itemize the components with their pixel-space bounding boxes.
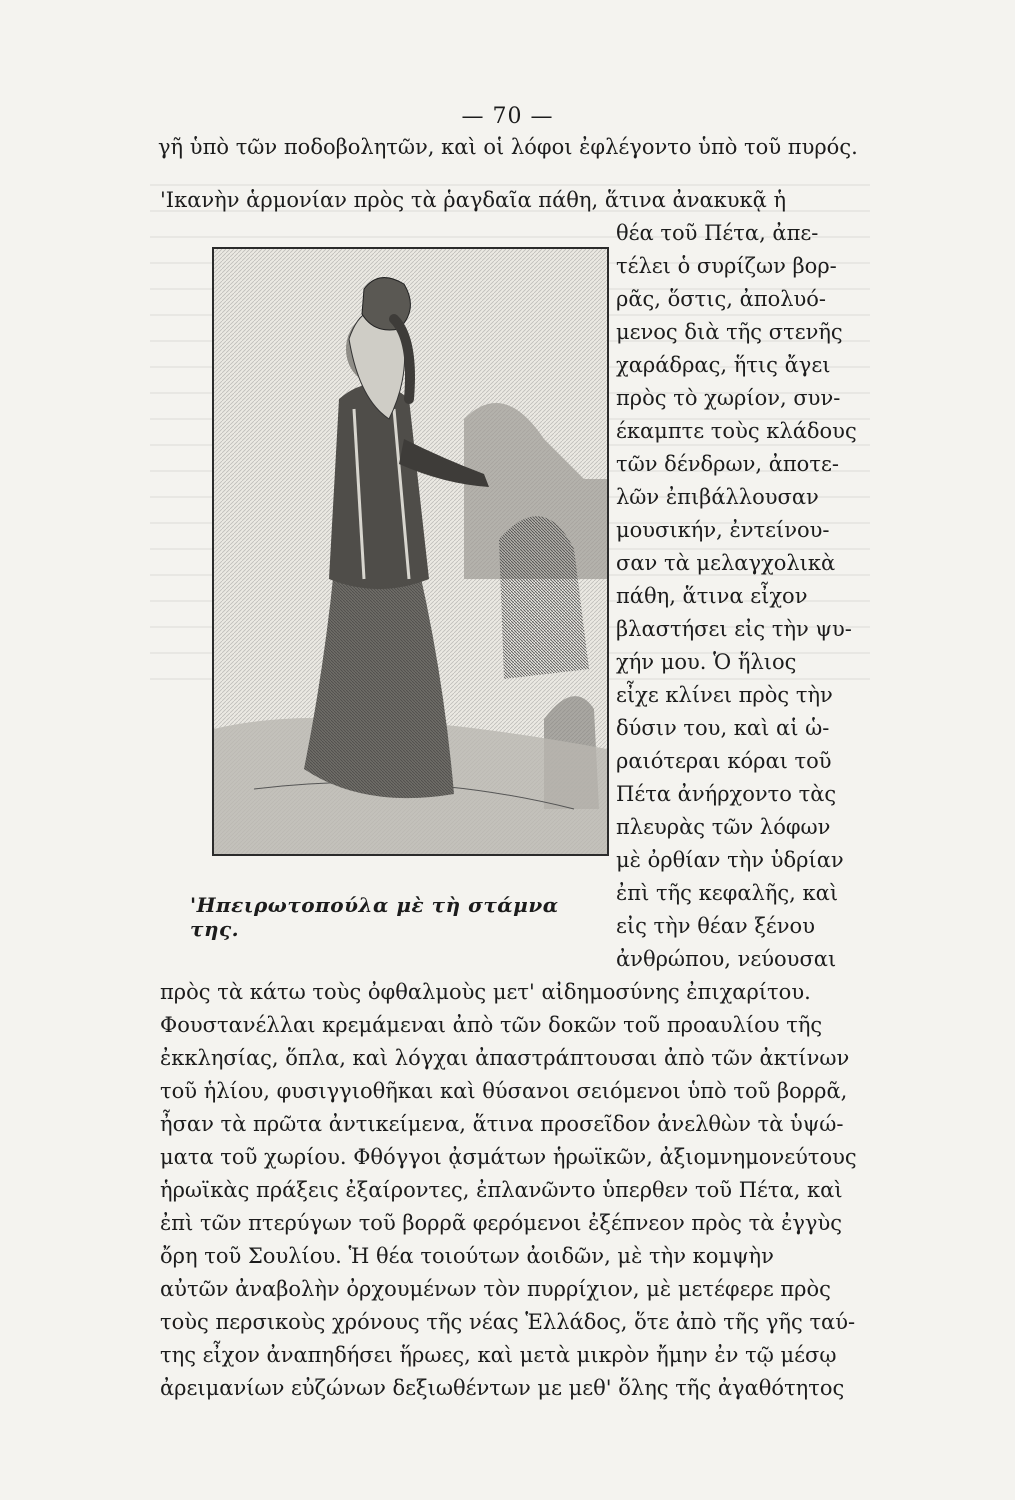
side-text-line: τῶν δένδρων, ἀποτε- (616, 452, 839, 476)
side-text-line: ραιότεραι κόραι τοῦ (616, 749, 832, 773)
side-text-line: τέλει ὁ συρίζων βορ- (616, 254, 837, 278)
side-text-line: χαράδρας, ἥτις ἄγει (616, 353, 831, 377)
side-text-line: Πέτα ἀνήρχοντο τὰς (616, 782, 837, 806)
side-text-line: πάθη, ἅτινα εἶχον (616, 584, 808, 608)
side-text-line: πρὸς τὸ χωρίον, συν- (616, 386, 841, 410)
side-text-line: χήν μου. Ὁ ἥλιος (616, 650, 797, 674)
side-text-line: βλαστήσει εἰς τὴν ψυ- (616, 617, 852, 641)
text-line: ἐπὶ τῶν πτερύγων τοῦ βορρᾶ φερόμενοι ἐξέπνεον πρὸς τὰ ἐγγὺς (160, 1211, 842, 1235)
text-line: ἡρωϊκὰς πράξεις ἐξαίροντες, ἐπλανῶντο ὑπερθεν τοῦ Πέτα, καὶ (160, 1178, 843, 1202)
side-text-line: σαν τὰ μελαγχολικὰ (616, 551, 836, 575)
text-line: ἀρειμανίων εὐζώνων δεξιωθέντων με μεθ' ὅλης τῆς ἀγαθότητος (160, 1376, 845, 1400)
illustration-caption: 'Ηπειρωτοπούλα μὲ τὴ στάμνα της. (190, 893, 559, 941)
side-text-line: δύσιν του, καὶ αἱ ὡ- (616, 716, 830, 740)
side-text-line: ἀνθρώπου, νεύουσαι (616, 947, 837, 971)
illustration-woman-with-jug (212, 247, 609, 856)
side-text-line: ἐπὶ τῆς κεφαλῆς, καὶ (616, 881, 839, 905)
text-line: αὐτῶν ἀναβολὴν ὀρχουμένων τὸν πυρρίχιον, μὲ μετέφερε πρὸς (160, 1277, 831, 1301)
side-text-line: λῶν ἐπιβάλλουσαν (616, 485, 819, 509)
text-line: Φουστανέλλαι κρεμάμεναι ἀπὸ τῶν δοκῶν τοῦ προαυλίου τῆς (160, 1013, 823, 1037)
text-line: ἐκκλησίας, ὅπλα, καὶ λόγχαι ἀπαστράπτουσαι ἀπὸ τῶν ἀκτίνων (160, 1046, 850, 1070)
text-line: ἦσαν τὰ πρῶτα ἀντικείμενα, ἅτινα προσεῖδον ἀνελθὼν τὰ ὑψώ- (160, 1112, 844, 1136)
text-line: της εἶχον ἀναπηδήσει ἥρωες, καὶ μετὰ μικρὸν ἤμην ἐν τῷ μέσῳ (160, 1343, 837, 1367)
side-text-line: μὲ ὀρθίαν τὴν ὑδρίαν (616, 848, 844, 872)
side-text-line: μουσικήν, ἐντείνου- (616, 518, 830, 542)
side-text-line: έκαμπτε τοὺς κλάδους (616, 419, 857, 443)
side-text-line: πλευρὰς τῶν λόφων (616, 815, 831, 839)
text-line: ματα τοῦ χωρίου. Φθόγγοι ᾀσμάτων ἡρωϊκῶν, ἀξιομνημονεύτους (160, 1145, 857, 1169)
text-line: ὄρη τοῦ Σουλίου. Ἡ θέα τοιούτων ἀοιδῶν, μὲ τὴν κομψὴν (160, 1244, 774, 1268)
text-line: γῆ ὑπὸ τῶν ποδοβολητῶν, καὶ οἱ λόφοι ἐφλέγοντο ὑπὸ τοῦ πυρός. (158, 135, 858, 159)
side-text-line: μενος διὰ τῆς στενῆς (616, 320, 843, 344)
side-text-line: εἶχε κλίνει πρὸς τὴν (616, 683, 833, 707)
text-line: 'Ικανὴν ἁρμονίαν πρὸς τὰ ῥαγδαῖα πάθη, ἅτινα ἀνακυκᾷ ἡ (160, 188, 787, 212)
side-text-line: ρᾶς, ὅστις, ἀπολυό- (616, 287, 827, 311)
text-line: τοῦ ἡλίου, φυσιγγιοθῆκαι καὶ θύσανοι σειόμενοι ὑπὸ τοῦ βορρᾶ, (160, 1079, 848, 1103)
side-text-line: θέα τοῦ Πέτα, ἀπε- (616, 221, 819, 245)
side-text-line: εἰς τὴν θέαν ξένου (616, 914, 815, 938)
page-number: — 70 — (461, 104, 554, 129)
text-line: πρὸς τὰ κάτω τοὺς ὀφθαλμοὺς μετ' αἰδημοσύνης ἐπιχαρίτου. (160, 980, 811, 1004)
text-line: τοὺς περσικοὺς χρόνους τῆς νέας Ἑλλάδος, ὅτε ἀπὸ τῆς γῆς ταύ- (160, 1310, 856, 1334)
